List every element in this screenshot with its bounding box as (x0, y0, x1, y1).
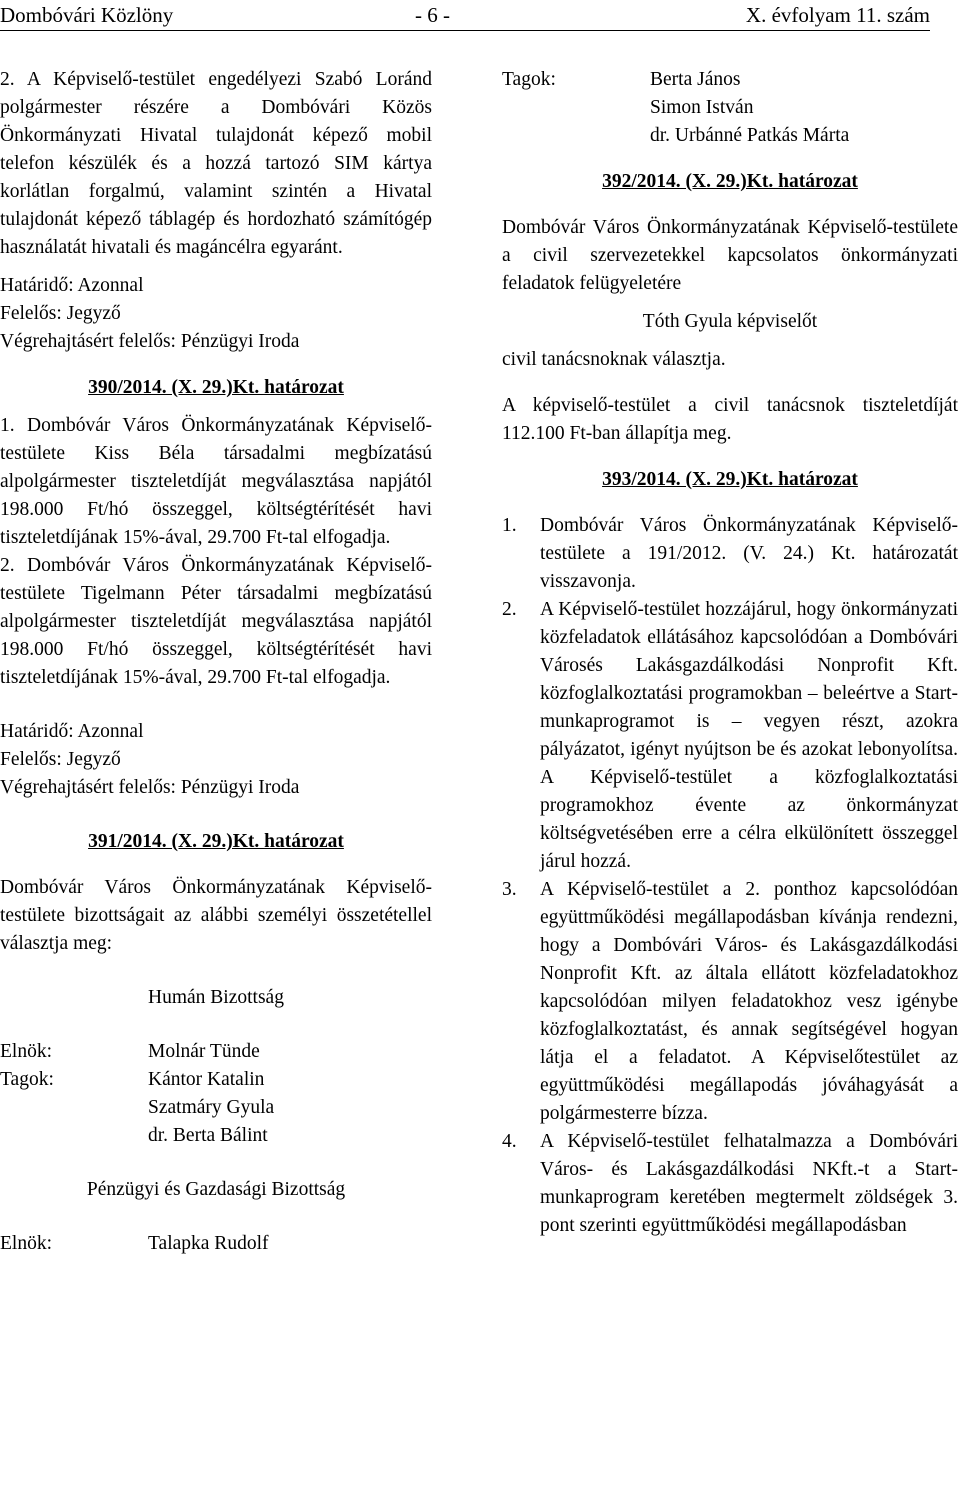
item-text: Dombóvár Város Önkormányzatának Képviselő-testülete a 191/2012. (V. 24.) Kt. határozatát visszavonja. (540, 515, 958, 592)
deadline-line: Határidő: Azonnal (0, 721, 144, 742)
publication-title: Dombóvári Közlöny (0, 3, 174, 27)
member-name: Simon István (650, 97, 754, 118)
executor-line: Végrehajtásért felelős: Pénzügyi Iroda (0, 331, 300, 352)
chair-row (0, 1230, 432, 1258)
members-label: Tagok: (0, 1069, 54, 1090)
chair-label: Elnök: (0, 1041, 52, 1062)
resolution-392-role: civil tanácsnoknak választja. (502, 349, 726, 370)
item-number: 1. (502, 515, 517, 536)
resolution-title-392: 392/2014. (X. 29.)Kt. határozat (602, 171, 858, 192)
item-number: 4. (502, 1131, 517, 1152)
item-number: 3. (502, 879, 517, 900)
executor-line: Végrehajtásért felelős: Pénzügyi Iroda (0, 777, 300, 798)
numbered-item (502, 512, 958, 596)
member-name: Szatmáry Gyula (148, 1097, 275, 1118)
committee-name-human: Humán Bizottság (148, 987, 284, 1008)
resolution-392-text: Dombóvár Város Önkormányzatának Képviselő-testülete a civil szervezetekkel kapcsolatos önkormányzati feladatok felügyeletére (502, 217, 958, 294)
item-number: 2. (502, 599, 517, 620)
resolution-title-393: 393/2014. (X. 29.)Kt. határozat (602, 469, 858, 490)
numbered-item (502, 596, 958, 876)
item-text: A Képviselő-testület a 2. ponthoz kapcsolódóan együttműködési megállapodásban kívánja rendezni, hogy a Dombóvári Város- és Lakásgazdálkodási Nonprofit Kft. az általa ellátott közfeladatokhoz kapcsolódóan milyen feladatokhoz vesz igénybe közfoglalkoztatást, és annak segítségével hogyan látja el a feladatot. A Képviselőtestület az együttműködési megállapodás jóváhagyását a polgármesterre bízza. (540, 879, 958, 1124)
resolution-391-text: Dombóvár Város Önkormányzatának Képviselő-testülete bizottságait az alábbi személyi összetétellel választja meg: (0, 877, 432, 954)
chair-name: Talapka Rudolf (148, 1233, 269, 1254)
resolution-title-390: 390/2014. (X. 29.)Kt. határozat (88, 377, 344, 398)
member-name: Berta János (650, 69, 741, 90)
resolution-390-point-2: 2. Dombóvár Város Önkormányzatának Képviselő-testülete Tigelmann Péter társadalmi megbízatású alpolgármester tiszteletdíját megválasztása napjától 198.000 Ft/hó összeggel, költségtérítését havi tiszteletdíjának 15%-ával, 29.700 Ft-tal elfogadja. (0, 555, 432, 688)
numbered-item (502, 1128, 958, 1240)
right-column (502, 66, 958, 1240)
numbered-item (502, 876, 958, 1128)
responsible-line: Felelős: Jegyző (0, 303, 121, 324)
members-row (0, 1066, 432, 1150)
member-name: dr. Berta Bálint (148, 1125, 268, 1146)
members-list (650, 66, 958, 150)
chair-row (0, 1038, 432, 1066)
members-row (502, 66, 958, 150)
resolution-392-person: Tóth Gyula képviselőt (642, 311, 818, 332)
deadline-line: Határidő: Azonnal (0, 275, 144, 296)
member-name: Kántor Katalin (148, 1069, 265, 1090)
page-header (0, 0, 930, 31)
left-column (0, 66, 432, 1258)
members-label: Tagok: (502, 69, 556, 90)
resolution-390-point-1: 1. Dombóvár Város Önkormányzatának Képviselő-testülete Kiss Béla társadalmi megbízatású alpolgármester tiszteletdíját megválasztása napjától 198.000 Ft/hó összeggel, költségtérítését havi tiszteletdíjának 15%-ával, 29.700 Ft-tal elfogadja. (0, 415, 432, 548)
item-text: A Képviselő-testület felhatalmazza a Dombóvári Város- és Lakásgazdálkodási NKft.-t a Start-munkaprogram keretében megtermelt zöldségek 3. pont szerinti együttműködési megállapodásban (540, 1131, 958, 1236)
chair-label: Elnök: (0, 1233, 52, 1254)
responsible-line: Felelős: Jegyző (0, 749, 121, 770)
page-number: - 6 - (415, 3, 450, 27)
members-list (148, 1066, 432, 1150)
resolution-392-fee: A képviselő-testület a civil tanácsnok tiszteletdíját 112.100 Ft-ban állapítja meg. (502, 395, 958, 444)
item-text: A Képviselő-testület hozzájárul, hogy önkormányzati közfeladatok ellátásához kapcsolódóan a Dombóvári Városés Lakásgazdálkodási Nonprofit Kft. közfoglalkoztatási programokban – beleértve a Start-munkaprogramot is – vegyen részt, azokra pályázatot, igényt nyújtson be és azokat lebonyolítsa. A Képviselő-testület a közfoglalkoztatási programokhoz évente az önkormányzat költségvetésében erre a célra elkülönített összeggel járul hozzá. (540, 599, 958, 872)
issue-number: X. évfolyam 11. szám (745, 3, 930, 27)
authorization-paragraph: 2. A Képviselő-testület engedélyezi Szabó Loránd polgármester részére a Dombóvári Közös Önkormányzati Hivatal tulajdonát képező mobil telefon készülék és a hozzá tartozó SIM kártya korlátlan forgalmú, valamint szintén a Hivatal tulajdonát képező táblagép és hordozható számítógép használatát hivatali és magáncélra egyaránt. (0, 69, 432, 258)
committee-name-finance: Pénzügyi és Gazdasági Bizottság (86, 1179, 346, 1200)
member-name: dr. Urbánné Patkás Márta (650, 125, 850, 146)
chair-name: Molnár Tünde (148, 1041, 260, 1062)
resolution-title-391: 391/2014. (X. 29.)Kt. határozat (88, 831, 344, 852)
